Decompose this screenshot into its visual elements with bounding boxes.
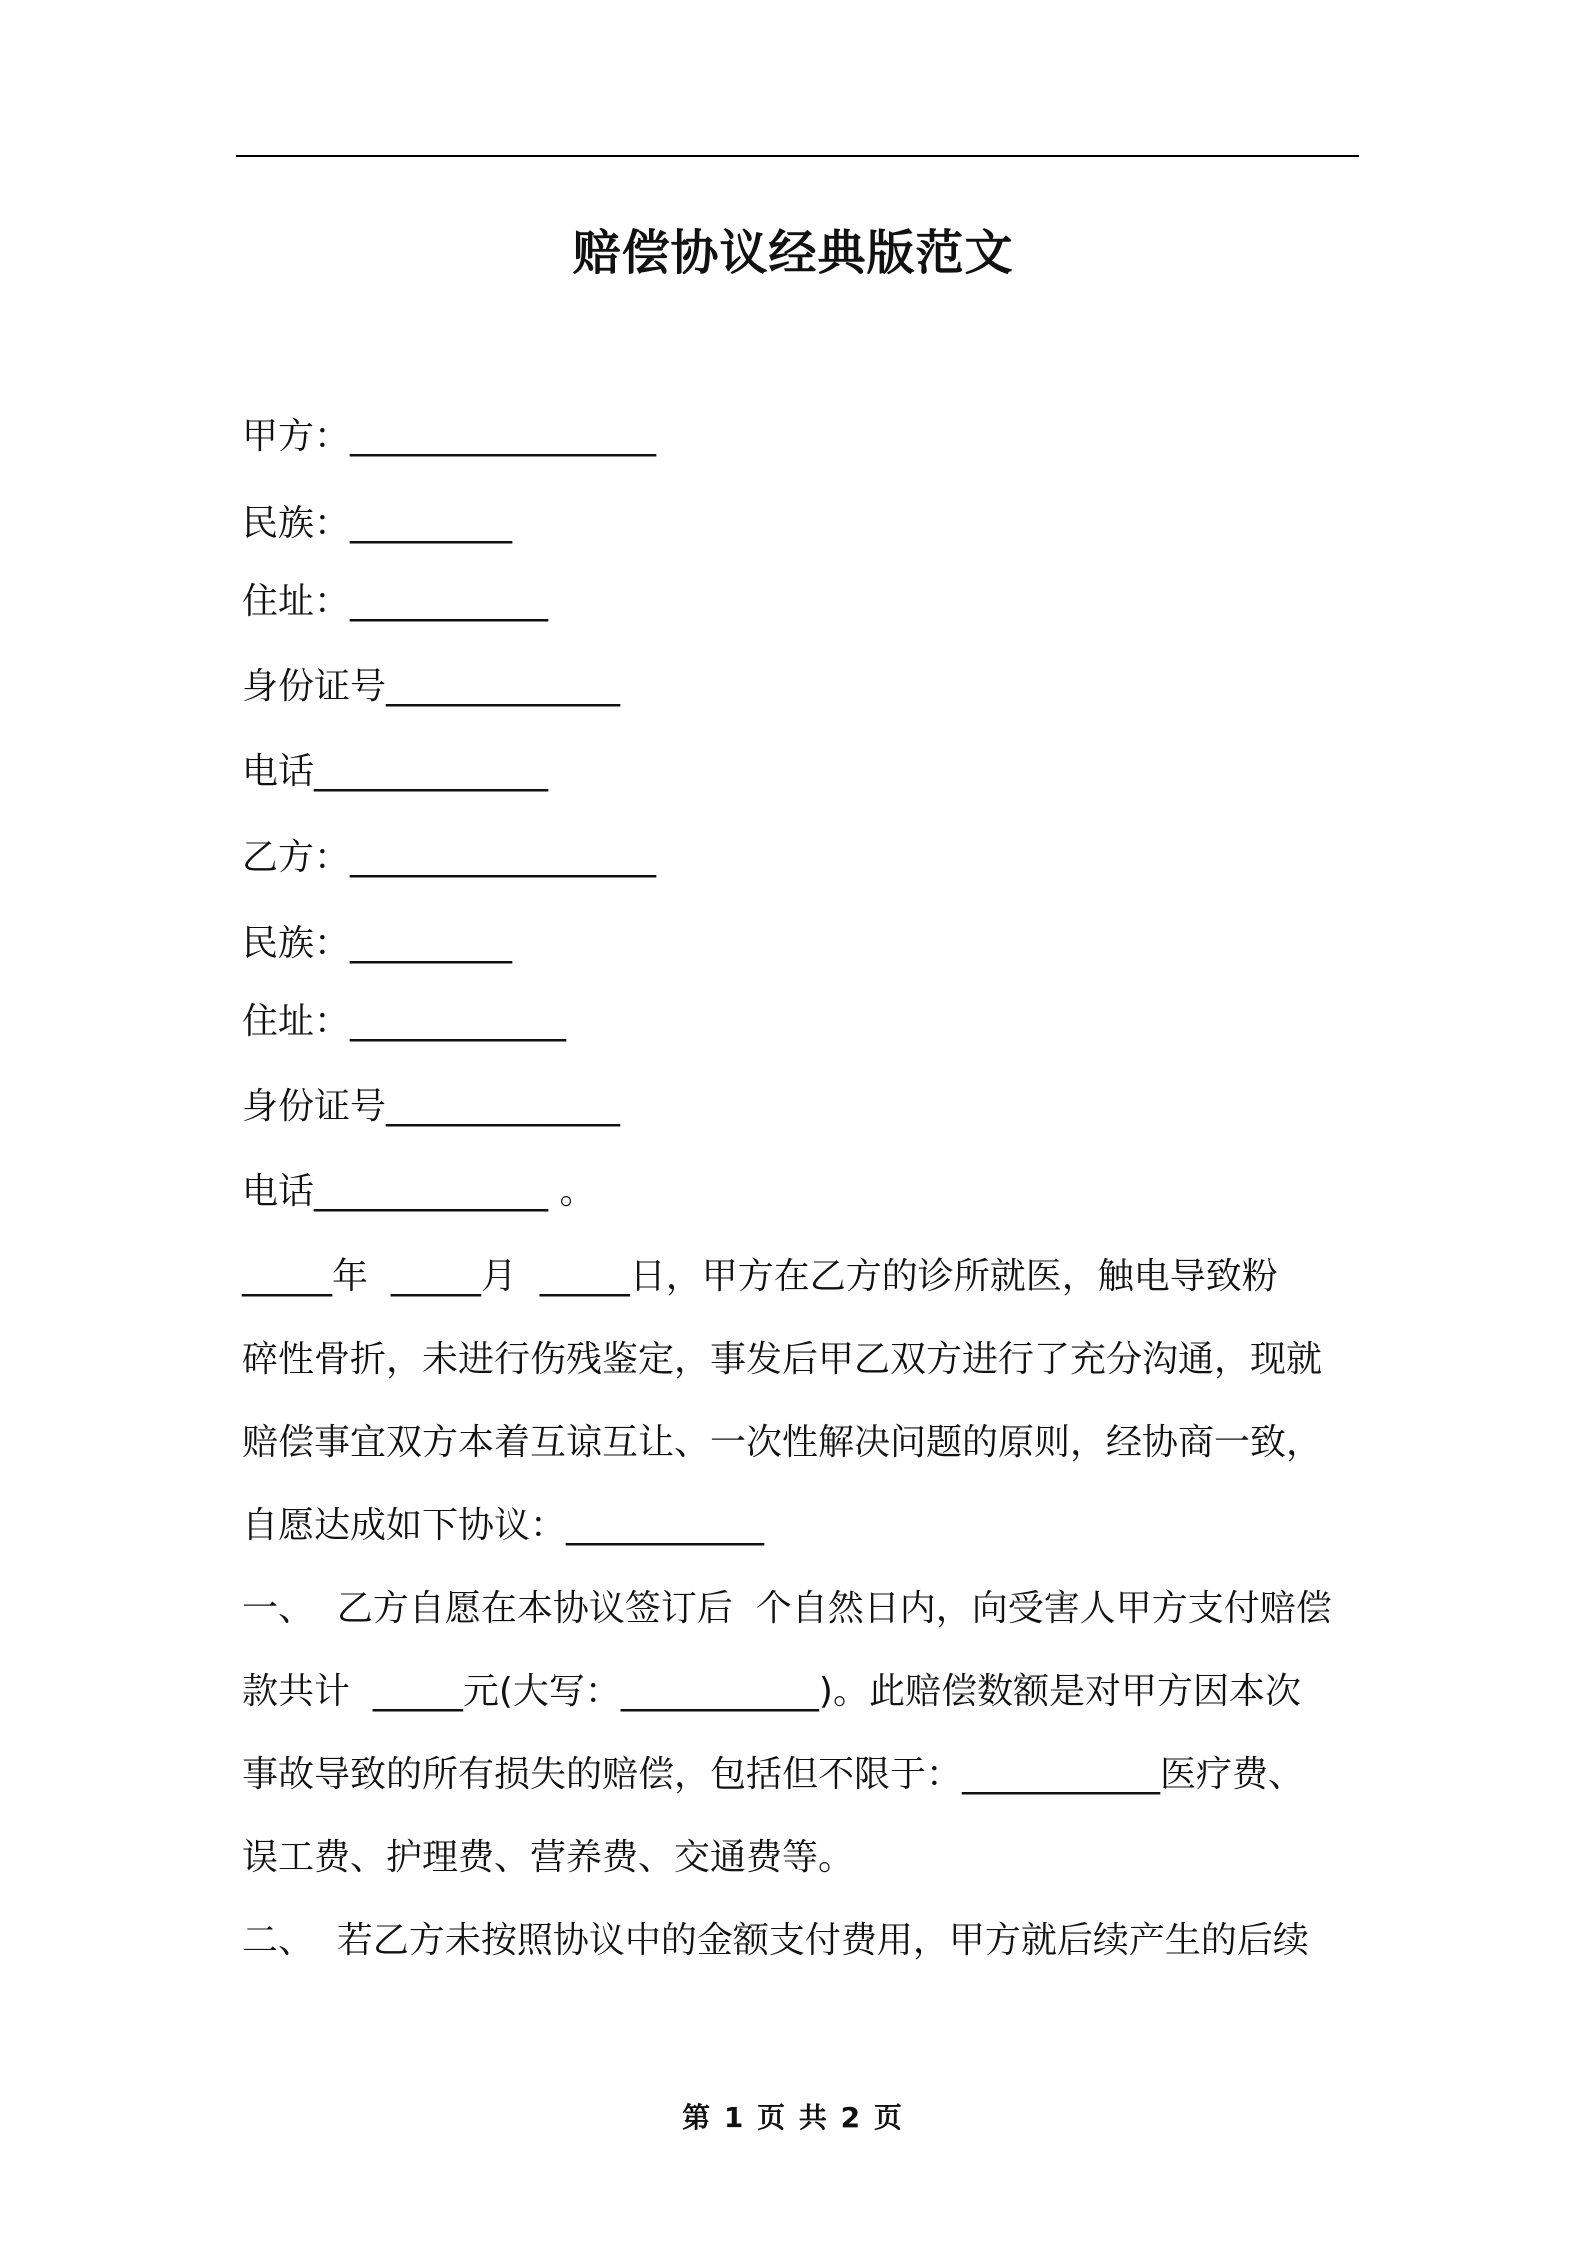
party-b-name-field: 乙方：_________________ <box>242 837 657 878</box>
party-b-ethnicity-field: 民族：_________ <box>242 923 513 964</box>
body-line: 自愿达成如下协议：___________ <box>242 1505 765 1546</box>
clause-1-line: 一、 乙方自愿在本协议签订后 个自然日内，向受害人甲方支付赔偿 <box>242 1588 1332 1629</box>
body-line: _____年 _____月 _____日，甲方在乙方的诊所就医，触电导致粉 <box>242 1256 1278 1297</box>
party-b-address-field: 住址：____________ <box>242 1001 567 1042</box>
party-a-phone-field: 电话_____________ <box>242 751 549 792</box>
clause-1-line: 事故导致的所有损失的赔偿，包括但不限于：___________医疗费、 <box>242 1754 1305 1795</box>
party-b-phone-field: 电话_____________ 。 <box>242 1171 596 1212</box>
header-rule <box>236 155 1359 157</box>
clause-1-line: 款共计 _____元(大写：___________)。此赔偿数额是对甲方因本次 <box>242 1671 1301 1712</box>
party-a-ethnicity-field: 民族：_________ <box>242 503 513 544</box>
clause-1-line: 误工费、护理费、营养费、交通费等。 <box>242 1837 855 1878</box>
document-title: 赔偿协议经典版范文 <box>572 225 1014 281</box>
clause-2-line: 二、 若乙方未按照协议中的金额支付费用，甲方就后续产生的后续 <box>242 1920 1309 1961</box>
page-number-footer: 第 1 页 共 2 页 <box>682 2101 904 2134</box>
body-line: 碎性骨折，未进行伤残鉴定，事发后甲乙双方进行了充分沟通，现就 <box>242 1339 1323 1380</box>
party-a-address-field: 住址：___________ <box>242 581 549 622</box>
body-line: 赔偿事宜双方本着互谅互让、一次性解决问题的原则，经协商一致， <box>242 1422 1323 1463</box>
party-a-name-field: 甲方：_________________ <box>242 416 657 457</box>
party-b-id-field: 身份证号_____________ <box>242 1086 621 1127</box>
party-a-id-field: 身份证号_____________ <box>242 666 621 707</box>
